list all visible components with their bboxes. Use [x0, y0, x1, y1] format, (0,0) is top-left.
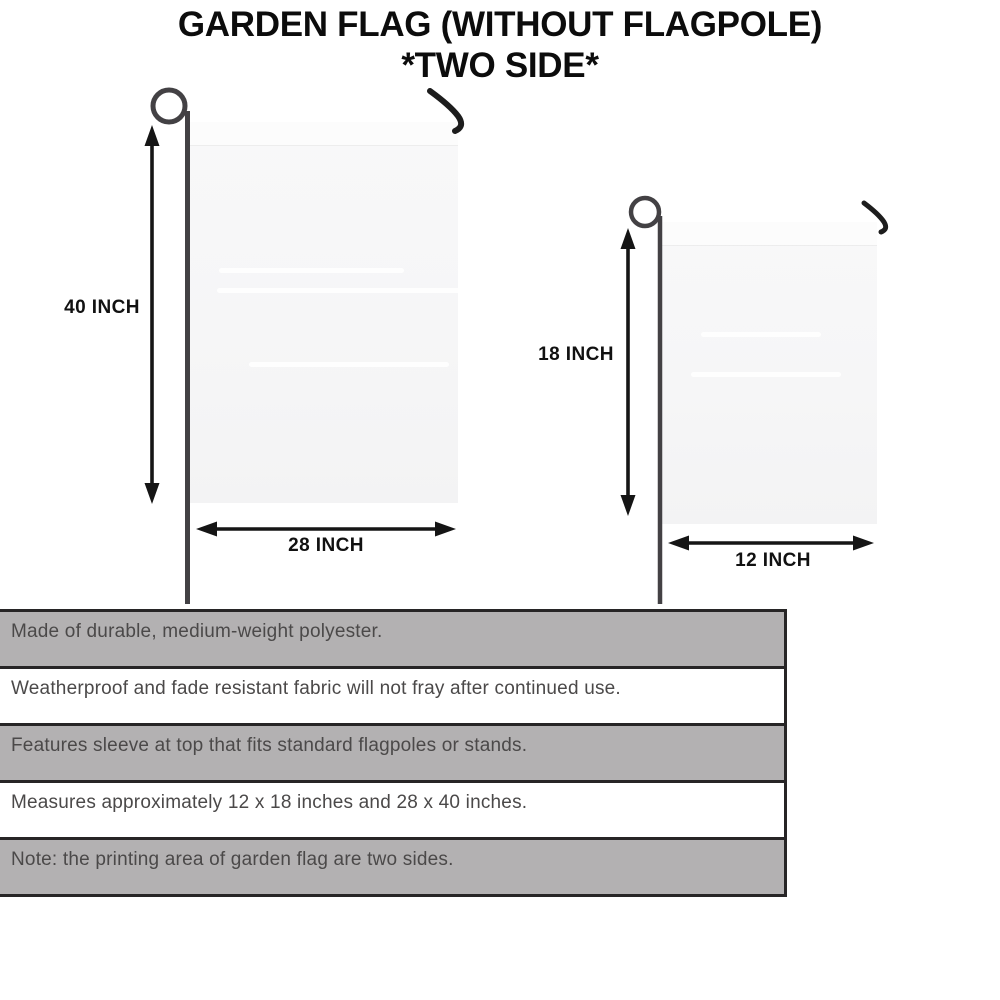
small-pole-loop-icon — [631, 198, 659, 226]
large-pole-loop-icon — [153, 90, 185, 122]
spec-table — [0, 609, 787, 897]
small-hanger-hook-icon — [864, 203, 886, 232]
large-flag-width-label: 28 INCH — [288, 535, 364, 556]
spec-row-material — [0, 612, 784, 669]
page-title-line1: GARDEN FLAG (WITHOUT FLAGPOLE) — [177, 5, 823, 44]
spec-row-text: Features sleeve at top that fits standard flagpoles or stands. — [11, 735, 528, 756]
spec-row-sleeve — [0, 726, 784, 783]
spec-row-text: Note: the printing area of garden flag are two sides. — [11, 849, 454, 870]
small-width-arrow-icon — [668, 536, 874, 551]
spec-row-measures — [0, 783, 784, 840]
small-flag-height-label: 18 INCH — [538, 344, 614, 365]
spec-row-text: Made of durable, medium-weight polyester. — [11, 621, 383, 642]
small-height-arrow-icon — [621, 228, 636, 516]
small-flag-width-label: 12 INCH — [735, 550, 811, 571]
large-hanger-hook-icon — [430, 91, 461, 131]
page-title-line2: *TWO SIDE* — [401, 46, 599, 85]
spec-row-text: Weatherproof and fade resistant fabric will not fray after continued use. — [11, 678, 621, 699]
spec-row-weatherproof — [0, 669, 784, 726]
large-flag-height-label: 40 INCH — [64, 297, 140, 318]
spec-row-text: Measures approximately 12 x 18 inches and 28 x 40 inches. — [11, 792, 528, 813]
spec-row-note — [0, 840, 784, 894]
